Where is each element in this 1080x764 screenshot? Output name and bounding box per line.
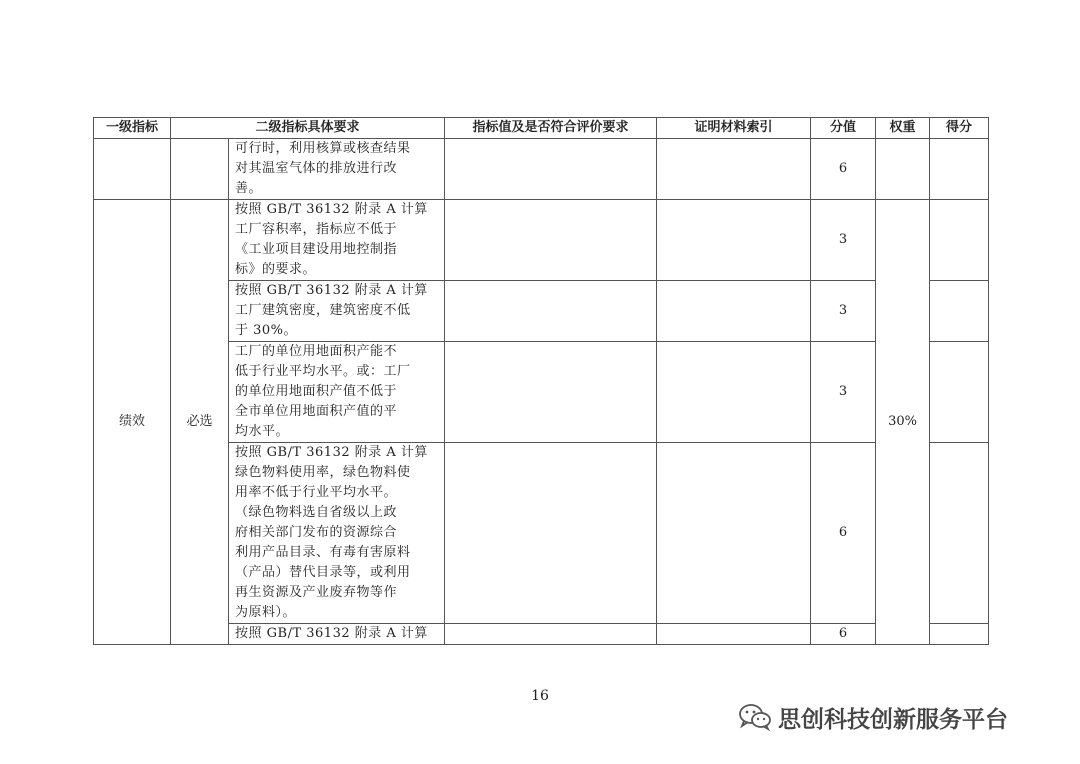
table-row [94, 443, 989, 624]
header-level1: 一级指标 [94, 118, 171, 139]
table-row [94, 342, 989, 443]
header-weight: 权重 [876, 118, 930, 139]
header-score: 分值 [811, 118, 876, 139]
header-earned: 得分 [930, 118, 989, 139]
score-cell: 3 [811, 200, 876, 281]
requirement-cell: 按照 GB/T 36132 附录 A 计算 工厂建筑密度，建筑密度不低 于 30%。 [229, 281, 445, 342]
wechat-icon [738, 703, 772, 731]
category-cell: 绩效 [94, 200, 171, 645]
page-number: 16 [531, 688, 549, 704]
table-row [94, 281, 989, 342]
header-evidence: 证明材料索引 [657, 118, 811, 139]
score-cell: 6 [811, 624, 876, 645]
header-level2: 二级指标具体要求 [171, 118, 445, 139]
evaluation-table [93, 117, 989, 645]
watermark [738, 700, 1008, 734]
requirement-cell: 工厂的单位用地面积产能不 低于行业平均水平。或：工厂 的单位用地面积产值不低于 全市单位用地面积产值的平 均水平。 [229, 342, 445, 443]
weight-cell: 30% [876, 200, 930, 645]
score-cell: 6 [811, 139, 876, 200]
score-cell: 3 [811, 281, 876, 342]
table-header-row [94, 118, 989, 139]
header-value: 指标值及是否符合评价要求 [445, 118, 657, 139]
requirement-cell: 按照 GB/T 36132 附录 A 计算 绿色物料使用率，绿色物料使 用率不低于行业平均水平。 （绿色物料选自省级以上政 府相关部门发布的资源综合 利用产品目录、有毒有害原料 （产品）替代目录等，或利用 再生资源及产业废弃物等作 为原料）。 [229, 443, 445, 624]
requirement-cell: 可行时，利用核算或核查结果 对其温室气体的排放进行改 善。 [229, 139, 445, 200]
score-cell: 6 [811, 443, 876, 624]
watermark-text: 思创科技创新服务平台 [778, 706, 1008, 733]
type-cell: 必选 [171, 200, 229, 645]
requirement-cell: 按照 GB/T 36132 附录 A 计算 工厂容积率，指标应不低于 《工业项目建设用地控制指 标》的要求。 [229, 200, 445, 281]
table-row [94, 139, 989, 200]
table-row [94, 200, 989, 281]
table-row [94, 624, 989, 645]
score-cell: 3 [811, 342, 876, 443]
requirement-cell: 按照 GB/T 36132 附录 A 计算 [229, 624, 445, 645]
